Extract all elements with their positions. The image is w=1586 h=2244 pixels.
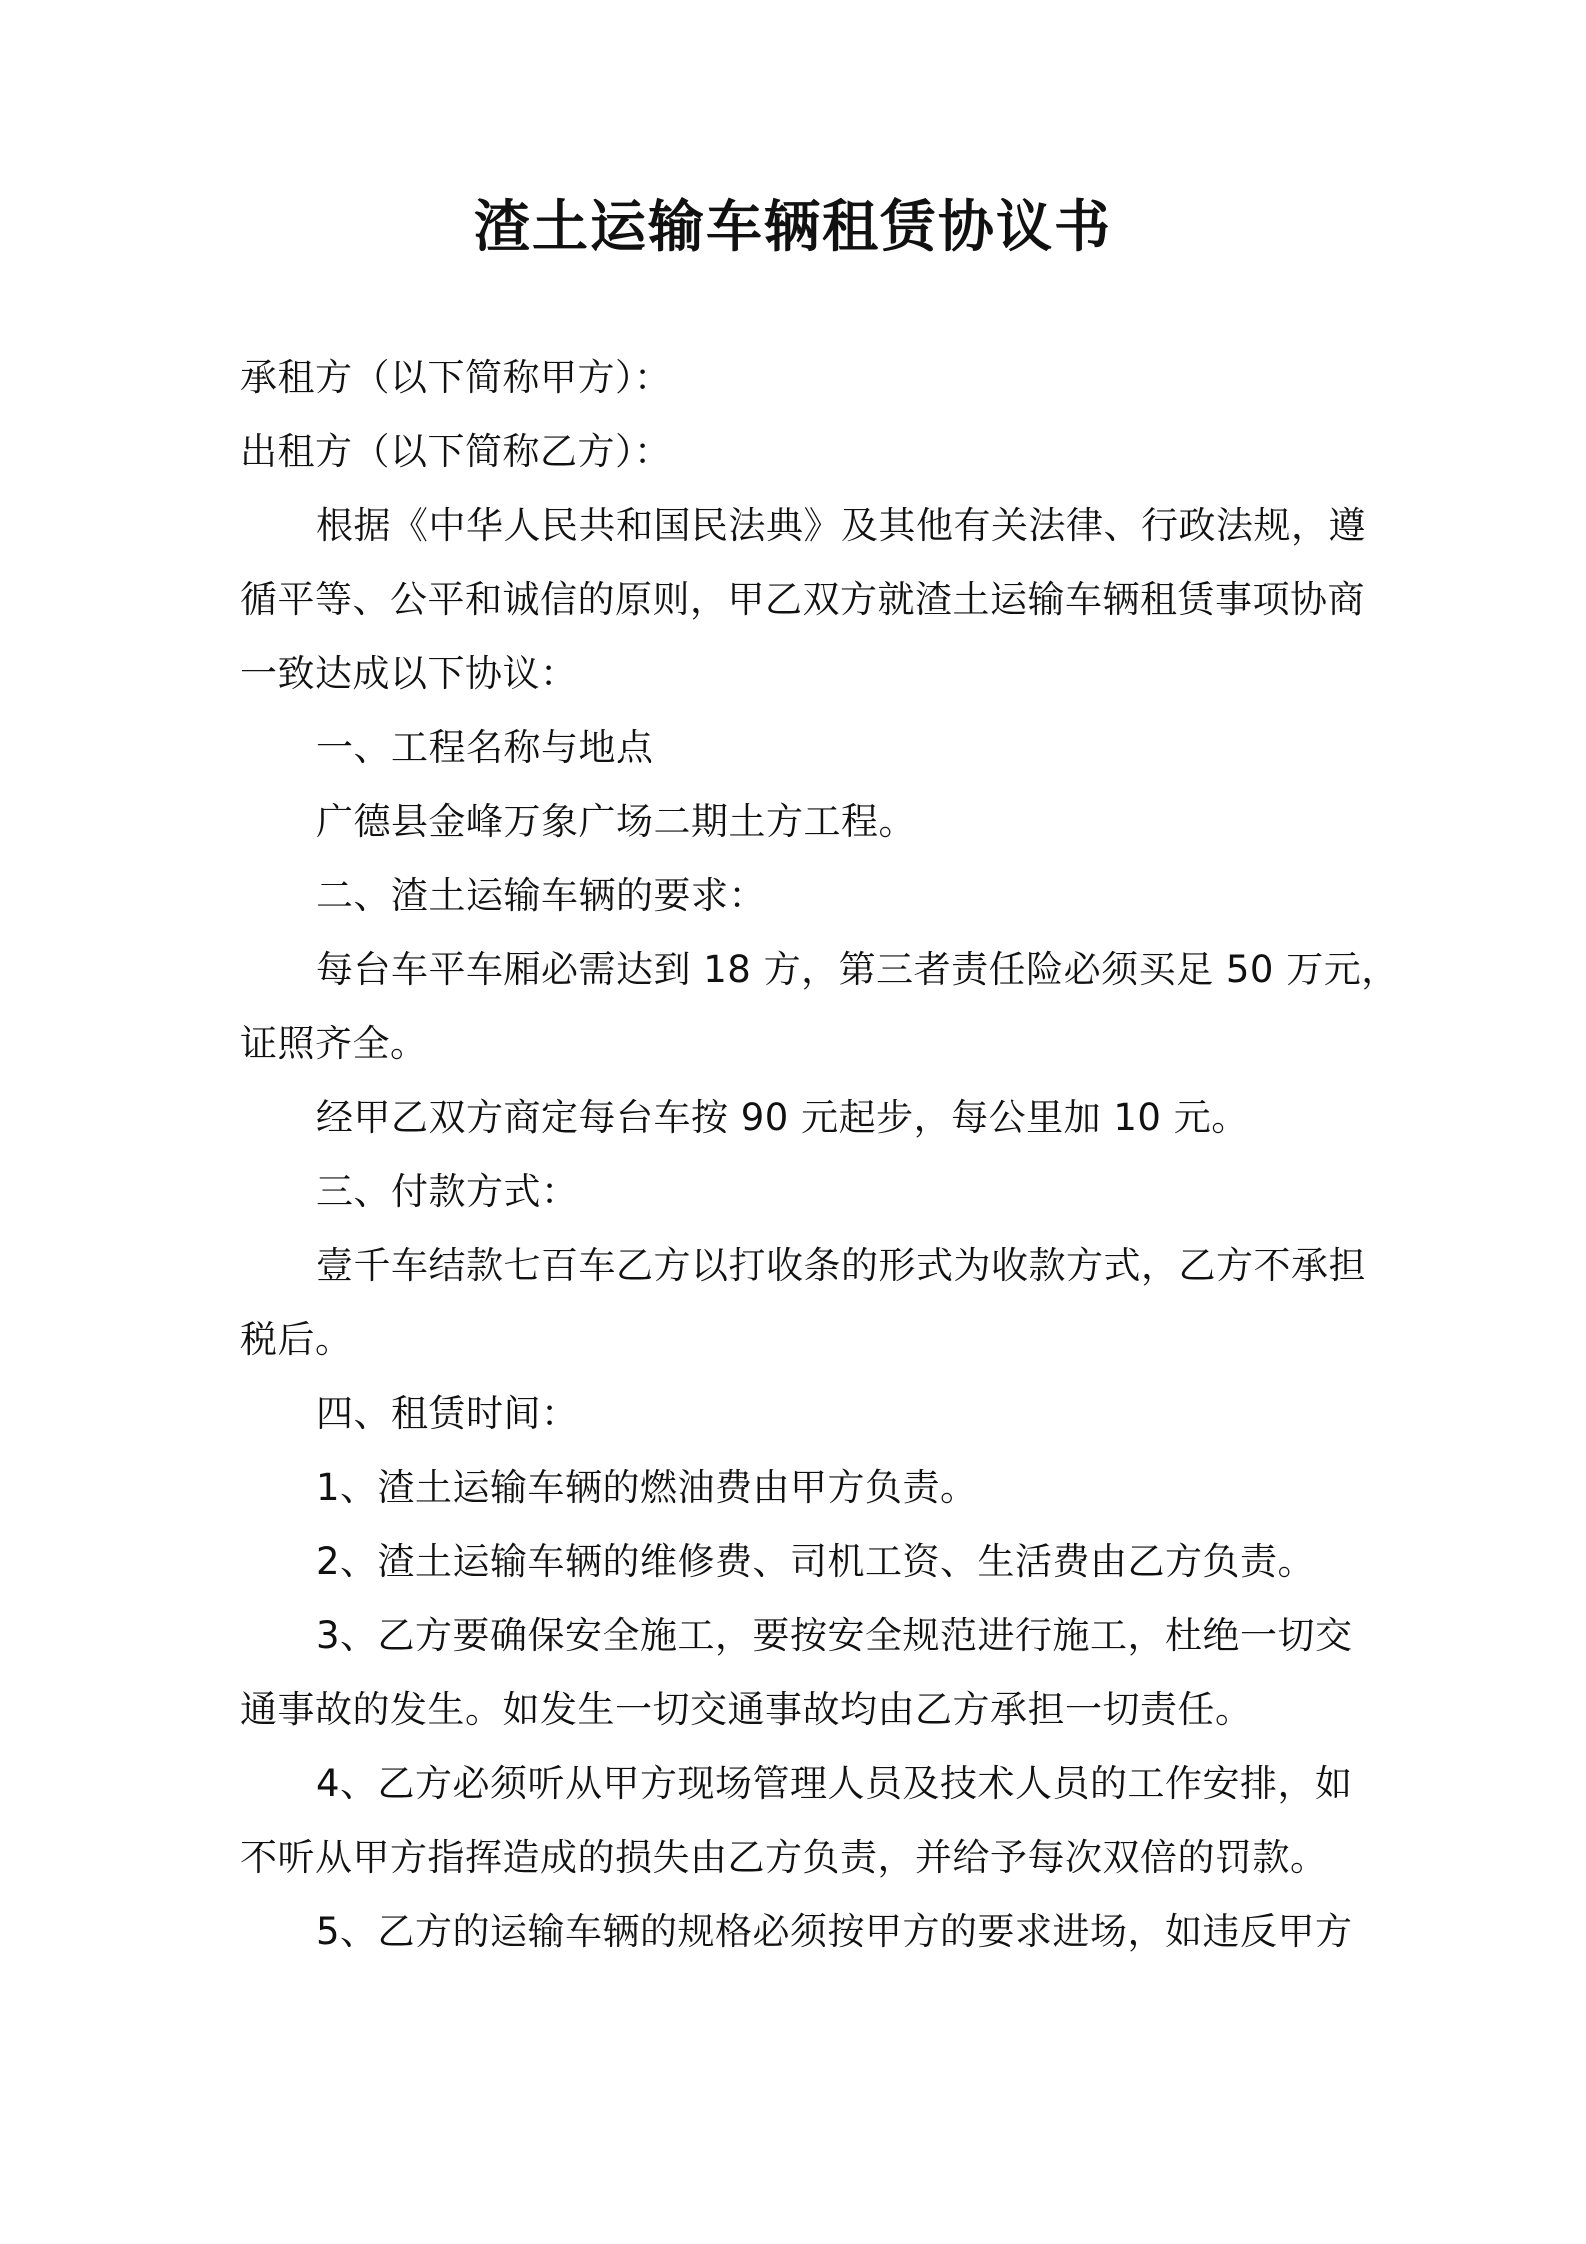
- section-4-heading: 四、租赁时间：: [316, 1392, 579, 1435]
- section-1-body: 广德县金峰万象广场二期土方工程。: [316, 800, 916, 843]
- section-3-body-line-1: 壹千车结款七百车乙方以打收条的形式为收款方式，乙方不承担: [316, 1244, 1366, 1287]
- clause-1: 1、渣土运输车辆的燃油费由甲方负责。: [316, 1466, 978, 1509]
- section-2-body-line-1: 每台车平车厢必需达到 18 方，第三者责任险必须买足 50 万元，: [316, 948, 1399, 991]
- clause-4-line-2: 不听从甲方指挥造成的损失由乙方负责，并给予每次双倍的罚款。: [240, 1836, 1328, 1879]
- section-2-body-line-2: 证照齐全。: [240, 1022, 428, 1065]
- clause-4-line-1: 4、乙方必须听从甲方现场管理人员及技术人员的工作安排，如: [316, 1762, 1353, 1805]
- clause-3-line-1: 3、乙方要确保安全施工，要按安全规范进行施工，杜绝一切交: [316, 1614, 1353, 1657]
- lessee-line: 承租方（以下简称甲方）：: [240, 356, 672, 399]
- clause-2: 2、渣土运输车辆的维修费、司机工资、生活费由乙方负责。: [316, 1540, 1316, 1583]
- section-2-price-line: 经甲乙双方商定每台车按 90 元起步，每公里加 10 元。: [316, 1096, 1249, 1139]
- preamble-line-2: 循平等、公平和诚信的原则，甲乙双方就渣土运输车辆租赁事项协商: [240, 578, 1365, 621]
- section-3-body-line-2: 税后。: [240, 1318, 353, 1361]
- section-2-heading: 二、渣土运输车辆的要求：: [316, 874, 766, 917]
- clause-5-line-1: 5、乙方的运输车辆的规格必须按甲方的要求进场，如违反甲方: [316, 1910, 1353, 1953]
- lessor-line: 出租方（以下简称乙方）：: [240, 430, 672, 473]
- section-1-heading: 一、工程名称与地点: [316, 726, 654, 769]
- clause-3-line-2: 通事故的发生。如发生一切交通事故均由乙方承担一切责任。: [240, 1688, 1253, 1731]
- section-3-heading: 三、付款方式：: [316, 1170, 579, 1213]
- preamble-line-3: 一致达成以下协议：: [240, 652, 578, 695]
- document-title: 渣土运输车辆租赁协议书: [474, 195, 1112, 260]
- preamble-line-1: 根据《中华人民共和国民法典》及其他有关法律、行政法规，遵: [316, 504, 1366, 547]
